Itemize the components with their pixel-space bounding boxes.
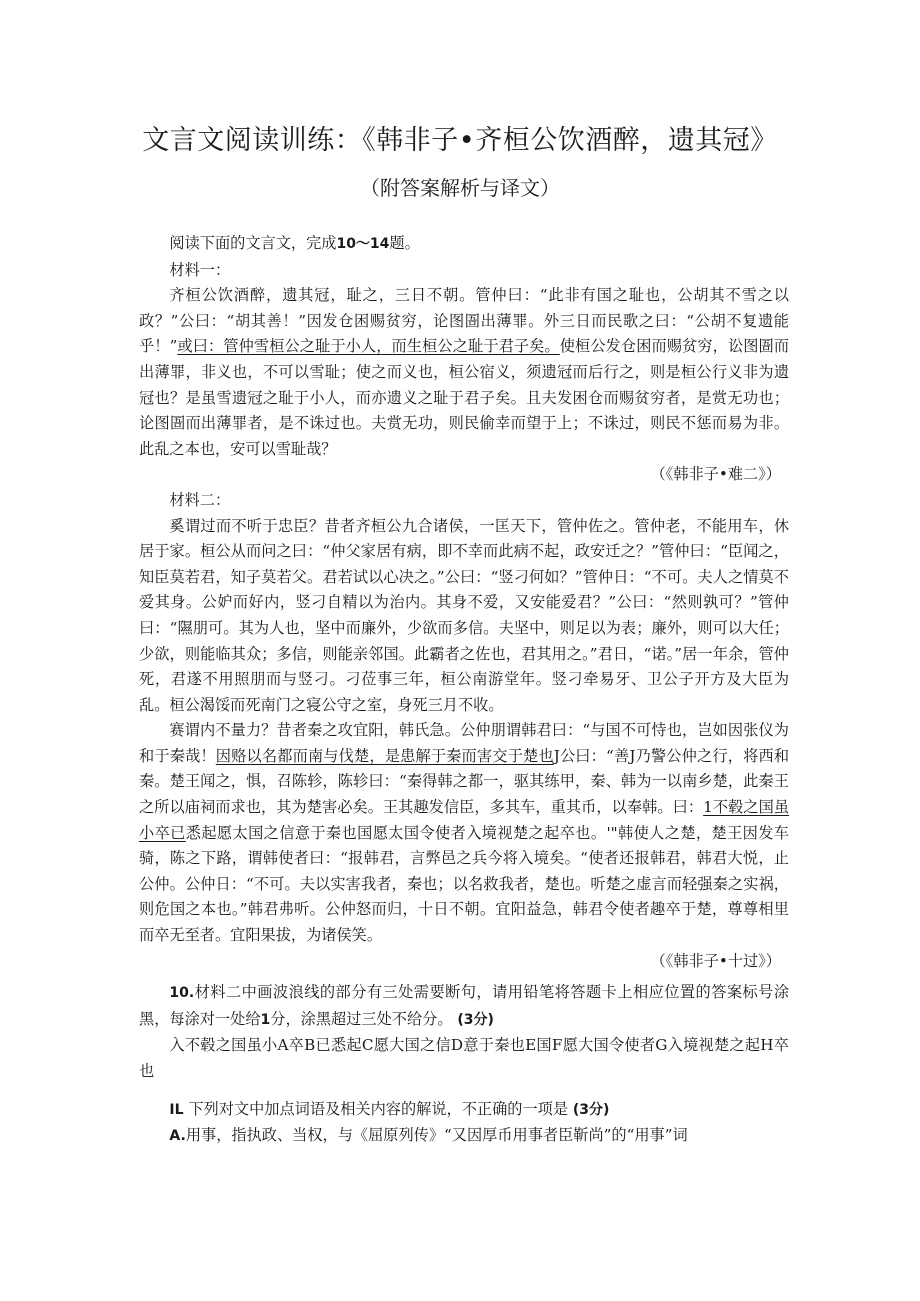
material2-heading: 材料二：: [169, 490, 231, 509]
material1-source: （《韩非子•难二》）: [650, 465, 781, 484]
underlined-sentence-2: 因赂以名都而南与伐楚，是患解于秦而害交于楚也: [215, 746, 554, 765]
question-10-options: 入不毂之国虽小A卒B已悉起C愿大国之信D意于秦也E国F愿大国令使者G入境视楚之起H卒也: [139, 1036, 789, 1080]
material2-source: （《韩非子•十过》）: [650, 951, 781, 970]
question-11-option-a: A.用事，指执政、当权，与《屈原列传》“又因厚币用事者臣靳尚”的“用事”词: [169, 1126, 688, 1145]
page-title: 文言文阅读训练：《韩非子•齐桓公饮酒醉，遗其冠》: [142, 125, 778, 156]
material2-paragraph-2: 赛谓内不量力？昔者秦之攻宜阳，韩氏急。公仲朋谓韩君曰：“与国不可恃也，岂如因张仪为和于秦哉！因赂以名都而南与伐楚，是患解于秦而害交于楚也J公曰：“善J乃警公仲之行，将西和秦。楚王闻之，惧，召陈轸，陈轸曰：“秦得韩之都一，驱其练甲，秦、韩为一以南乡楚，此秦王之所以庙祠而求也，其为楚害必矣。王其趣发信臣，多其车，重其币，以奉韩。曰：1不毂之国虽小卒已悉起愿太国之信意于秦也国愿太国令使者入境视楚之起卒也。'"韩使人之楚，楚王因发车骑，陈之下路，谓韩使者曰：“报韩君，言弊邑之兵今将入境矣。“使者还报韩君，韩君大悦，止公仲。公仲日：“不可。夫以实害我者，秦也；以名救我者，楚也。听楚之虚言而轻强秦之实祸，则危国之本也。”韩君弗听。公仲怒而归，十日不朝。宜阳益急，韩君令使者趣卒于楚，尊尊相里而卒无至者。宜阳果拔，为诸侯笑。: [139, 721, 790, 945]
document-body: [139, 231, 789, 1150]
material1-paragraph: 齐桓公饮酒醉，遗其冠，耻之，三日不朝。管仲曰：“此非有国之耻也，公胡其不雪之以政？”公曰：“胡其善！”因发仓困赐贫穷，论图圄出薄罪。外三日而民歌之曰：“公胡不复遗能乎！”或曰：管仲雪桓公之耻于小人，而生桓公之耻于君子矣。使桓公发仓困而赐贫穷，讼图圄而出薄罪，非义也，不可以雪耻；使之而义也，桓公宿义，须遗冠而后行之，则是桓公行义非为遗冠也？是虽雪遗冠之耻于小人，而亦遗义之耻于君子矣。且夫发困仓而赐贫穷者，是赏无功也；论图圄而出薄罪者，是不诛过也。夫赏无功，则民偷幸而望于上；不诛过，则民不惩而易为非。此乱之本也，安可以雪耻哉？: [139, 286, 790, 458]
underlined-sentence: 或曰：管仲雪桓公之耻于小人，而生桓公之耻于君子矣。: [177, 337, 560, 356]
question-11: IL 下列对文中加点词语及相关内容的解说，不正确的一项是 (3分): [169, 1099, 610, 1118]
intro-line: 阅读下面的文言文，完成10〜14题。: [169, 234, 420, 252]
question-range: 10〜14: [336, 236, 390, 252]
material2-paragraph-1: 奚谓过而不听于忠臣？昔者齐桓公九合诸侯，一匡天下，管仲佐之。管仲老，不能用车，休居于家。桓公从而问之曰：“仲父家居有病，即不幸而此病不起，政安迁之？”管仲曰：“臣闻之，知臣莫若君，知子莫若父。君若试以心决之。”公曰：“竖刁何如？”管仲日：“不可。夫人之情莫不爱其身。公妒而好内，竖刁自精以为治内。其身不爱，又安能爱君？”公曰：“然则孰可？”管仲曰：“隰朋可。其为人也，坚中而廉外，少欲而多信。夫坚中，则足以为表；廉外，则可以大任；少欲，则能临其众；多信，则能亲邻国。此霸者之佐也，君其用之。”君日，“诺。”居一年余，管仲死，君遂不用照朋而与竖刁。刁莅事三年，桓公南游堂年。竖刁牵易牙、卫公子开方及大臣为乱。桓公渴馁而死南门之寝公守之室，身死三月不收。: [139, 516, 789, 714]
material1-heading: 材料一：: [169, 260, 231, 279]
wavy-line-segment: 1不毂之国虽小卒已: [139, 798, 790, 842]
question-10: 10.材料二中画波浪线的部分有三处需要断句，请用铅笔将答题卡上相应位置的答案标号涂黑，每涂对一处给1分，涂黑超过三处不给分。 (3分): [139, 983, 789, 1028]
page-subtitle: （附答案解析与译文）: [360, 176, 560, 200]
